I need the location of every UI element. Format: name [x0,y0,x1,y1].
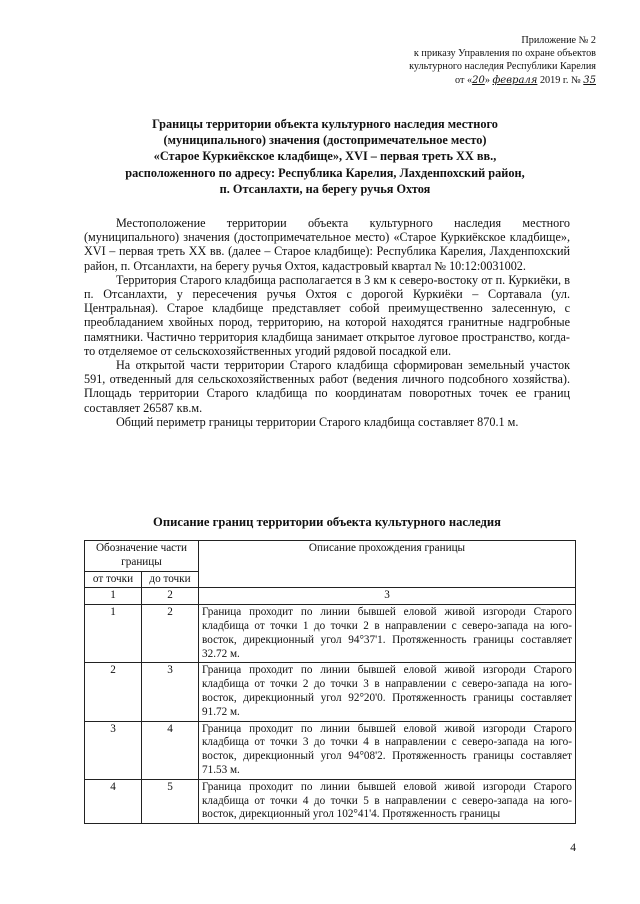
body-text [84,216,570,429]
annex-order-line: к приказу Управления по охране объектов [413,48,596,60]
header-desc: Описание прохождения границы [199,541,576,588]
annex-day: 20 [472,74,485,86]
table-row: 1 2 Граница проходит по линии бывшей еловой живой изгороди Старого кладбища от точки 1 до точки 2 в направлении с северо-запада на юго-восток, дирекционный угол 94°37'1. Протяженность границы составляет 32.72 м. [85,605,576,663]
table-heading: Описание границ территории объекта культурного наследия [153,515,501,529]
header-part: Обозначение части границы [85,541,199,572]
table-row: 4 5 Граница проходит по линии бывшей еловой живой изгороди Старого кладбища от точки 4 до точки 5 в направлении с северо-запада на юго-восток, дирекционный угол 102°41'4. Протяженность границы [85,779,576,823]
paragraph-perimeter: Общий периметр границы территории Старого кладбища составляет 870.1 м. [116,414,519,429]
annex-header [409,34,596,87]
table-colnum-row: 1 2 3 [85,588,576,605]
annex-authority-line: культурного наследия Республики Карелия [409,61,596,73]
header-to: до точки [142,571,199,588]
paragraph-plot: На открытой части территории Старого кладбища сформирован земельный участок 591, отведенный для сельскохозяйственных работ (ведения личного подсобного хозяйства). Площадь территории Старого кладбища по координатам поворотных точек ее границ составляет 26587 кв.м. [84,358,570,415]
annex-month: февраля [492,74,538,86]
table-row: 2 3 Граница проходит по линии бывшей еловой живой изгороди Старого кладбища от точки 2 до точки 3 в направлении с северо-запада на юго-восток, дирекционный угол 92°20'0. Протяженность границы составляет 91.72 м. [85,663,576,721]
table-row: 3 4 Граница проходит по линии бывшей еловой живой изгороди Старого кладбища от точки 3 до точки 4 в направлении с северо-запада на юго-восток, дирекционный угол 94°08'2. Протяженность границы составляет 71.53 м. [85,721,576,779]
table-header-row [85,541,576,572]
header-from: от точки [85,571,142,588]
document-title: Границы территории объекта культурного наследия местного (муниципального) значения (достопримечательное место) «Старое Куркиёкское кладбище», XVI – первая треть XX вв., расположенного по адресу: Республика Карелия, Лахденпохский район, п. Отсанлахти, на берегу ручья Охтоя [125,117,525,196]
boundary-table [84,540,576,824]
page-number: 4 [570,842,576,854]
annex-number: 35 [583,74,596,86]
paragraph-territory: Территория Старого кладбища располагается в 3 км к северо-востоку от п. Куркиёки, в п. Отсанлахти, у пересечения ручья Охтоя с дорогой Куркиёки – Сортавала (ул. Центральная). Старое кладбище представляет собой преимущественно залесенную, с преобладанием хвойных пород, территорию, на которой находятся гранитные надгробные памятники. Частично территория кладбища занимает открытое луговое пространство, когда-то отделяемое от сельскохозяйственных угодий рядовой посадкой ели. [84,272,570,358]
paragraph-location: Местоположение территории объекта культурного наследия местного (муниципального) значения (достопримечательное место) «Старое Куркиёкское кладбище», XVI – первая треть XX вв. (далее – Старое кладбище): Республика Карелия, Лахденпохский район, п. Отсанлахти, на берегу ручья Охтоя, кадастровый квартал № 10:12:0031002. [84,216,570,273]
annex-date-line: от «20» февраля 2019 г. № 35 [455,74,596,86]
annex-title: Приложение № 2 [521,35,596,46]
